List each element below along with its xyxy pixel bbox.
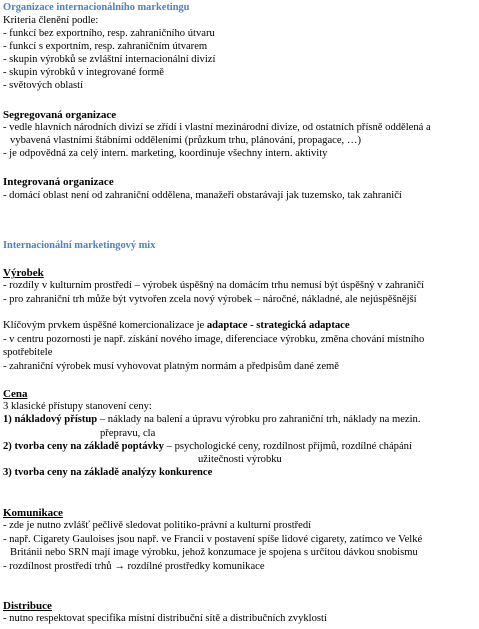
- criteria-item: - funkcí bez exportního, resp. zahraničního útvaru: [3, 28, 215, 39]
- heading-price: Cena: [3, 388, 28, 400]
- approach-title: 1) nákladový přístup: [3, 414, 98, 425]
- approach-desc: – psychologické ceny, rozdílnost příjmů, rozdílné chápání: [163, 441, 412, 452]
- heading-product: Výrobek: [3, 267, 44, 279]
- product-line: spotřebitele: [3, 347, 53, 358]
- approach-title: 2) tvorba ceny na základě poptávky: [3, 441, 164, 452]
- section-title-organization: Organizace internacionálního marketingu: [3, 2, 190, 13]
- price-intro: 3 klasické přístupy stanovení ceny:: [3, 401, 152, 412]
- product-line: - v centru pozornosti je např. získání nového image, diferenciace výrobku, změna chování místního: [3, 334, 425, 345]
- segregated-line: - vedle hlavních národních divizí se zřídí i vlastní mezinárodní divize, od ostatních přísně oddělená a: [3, 122, 431, 133]
- price-approach-1: [3, 414, 421, 426]
- communication-line: - zde je nutno zvlášť pečlivě sledovat politiko-právní a kulturní prostředí: [3, 520, 312, 531]
- section-title-marketing-mix: Internacionální marketingový mix: [3, 240, 156, 251]
- heading-distribution: Distribuce: [3, 600, 52, 612]
- communication-line: - rozdílnost prostředí trhů → rozdílné prostředky komunikace: [3, 561, 265, 572]
- criteria-item: - skupin výrobků v integrované formě: [3, 67, 164, 78]
- criteria-intro: Kriteria členění podle:: [3, 15, 99, 26]
- product-key-sentence: [3, 320, 350, 332]
- segregated-line: vybavená vlastními štábními odděleními (průzkum trhu, plánování, propagace, …): [10, 135, 361, 146]
- heading-integrated: Integrovaná organizace: [3, 176, 114, 188]
- product-line: - rozdíly v kulturním prostředí – výrobek úspěšný na domácím trhu nemusí být úspěšný v zahraničí: [3, 280, 425, 291]
- key-emphasis: adaptace - strategická adaptace: [206, 320, 350, 331]
- communication-line: Británii nebo SRN mají image výrobku, jehož konzumace je spojena s určitou dávkou snobismu: [10, 547, 418, 558]
- communication-line: - např. Cigarety Gauloises jsou např. ve Francii v postavení spíše lidové cigarety, zatímco ve Velké: [3, 534, 423, 545]
- key-prefix: Klíčovým prvkem úspěšné komercionalizace je: [3, 320, 207, 331]
- segregated-line: - je odpovědná za celý intern. marketing, koordinuje všechny intern. aktivity: [3, 148, 328, 159]
- heading-communication: Komunikace: [3, 507, 63, 519]
- criteria-item: - funkcí s exportním, resp. zahraničním útvarem: [3, 41, 208, 52]
- heading-segregated: Segregovaná organizace: [3, 109, 117, 121]
- approach-desc: – náklady na balení a úpravu výrobku pro zahraniční trh, náklady na mezin.: [97, 414, 421, 425]
- price-approach-2: [3, 441, 412, 453]
- criteria-item: - světových oblastí: [3, 80, 84, 91]
- product-line: - pro zahraniční trh může být vytvořen zcela nový výrobek – náročné, nákladné, ale nejúspěšnější: [3, 294, 417, 305]
- distribution-line: - nutno respektovat specifika místní distribuční sítě a distribučních zvyklostí: [3, 613, 327, 624]
- price-approach-3: 3) tvorba ceny na základě analýzy konkurence: [3, 467, 213, 478]
- integrated-line: - domácí oblast není od zahraniční oddělena, manažeři obstarávají jak tuzemsko, tak zahraničí: [3, 190, 402, 201]
- criteria-item: - skupin výrobků se zvláštní internacionální divizí: [3, 54, 216, 65]
- price-approach-2-cont: užitečnosti výrobku: [198, 454, 282, 465]
- price-approach-1-cont: přepravu, cla: [100, 428, 156, 439]
- product-line: - zahraniční výrobek musí vyhovovat platným normám a předpisům dané země: [3, 361, 339, 372]
